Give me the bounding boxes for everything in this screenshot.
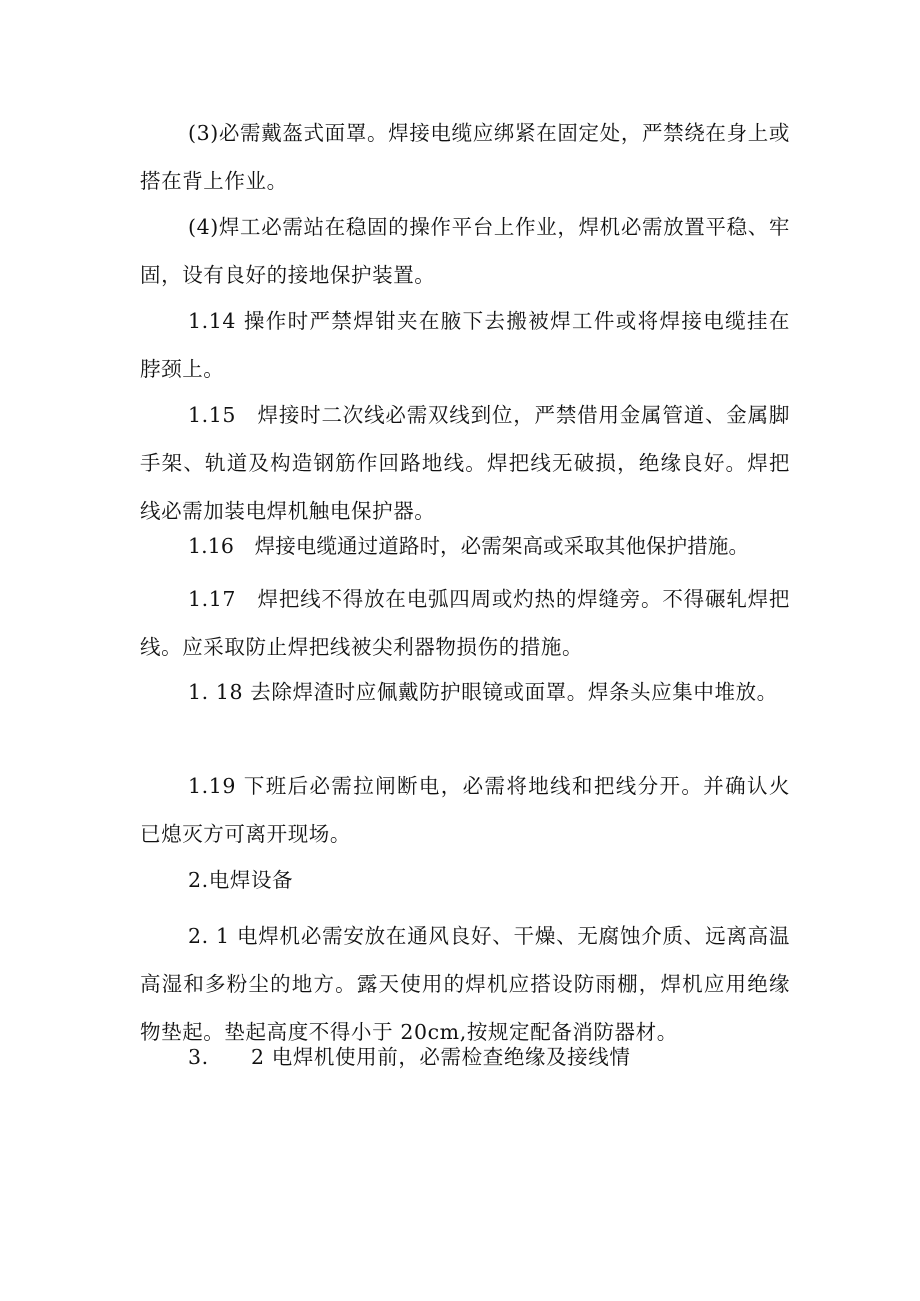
paragraph-1-19: 1.19 下班后必需拉闸断电，必需将地线和把线分开。并确认火已熄灭方可离开现场。 — [140, 774, 790, 846]
paragraph-3-2: 3. 2 电焊机使用前，必需检查绝缘及接线情 — [188, 1045, 631, 1069]
paragraph-1-16: 1.16 焊接电缆通过道路时，必需架高或采取其他保护措施。 — [188, 534, 750, 558]
paragraph-face-shield: (3)必需戴盔式面罩。焊接电缆应绑紧在固定处，严禁绕在身上或搭在背上作业。 — [140, 121, 790, 193]
paragraph-1-18: 1. 18 去除焊渣时应佩戴防护眼镜或面罩。焊条头应集中堆放。 — [188, 680, 778, 704]
section-heading-welding-equipment: 2.电焊设备 — [188, 868, 294, 892]
paragraph-1-14: 1.14 操作时严禁焊钳夹在腋下去搬被焊工件或将焊接电缆挂在脖颈上。 — [140, 309, 790, 381]
paragraph-2-1: 2. 1 电焊机必需安放在通风良好、干燥、无腐蚀介质、远离高温高湿和多粉尘的地方。露天使用的焊机应搭设防雨棚，焊机应用绝缘物垫起。垫起高度不得小于 20cm,按规定配备消防器材。 — [140, 924, 790, 1044]
paragraph-welder-platform: (4)焊工必需站在稳固的操作平台上作业，焊机必需放置平稳、牢固，设有良好的接地保护装置。 — [140, 215, 790, 287]
paragraph-1-17: 1.17 焊把线不得放在电弧四周或灼热的焊缝旁。不得碾轧焊把线。应采取防止焊把线被尖利器物损伤的措施。 — [140, 587, 790, 659]
paragraph-1-15: 1.15 焊接时二次线必需双线到位，严禁借用金属管道、金属脚手架、轨道及构造钢筋作回路地线。焊把线无破损，绝缘良好。焊把线必需加装电焊机触电保护器。 — [140, 403, 790, 523]
